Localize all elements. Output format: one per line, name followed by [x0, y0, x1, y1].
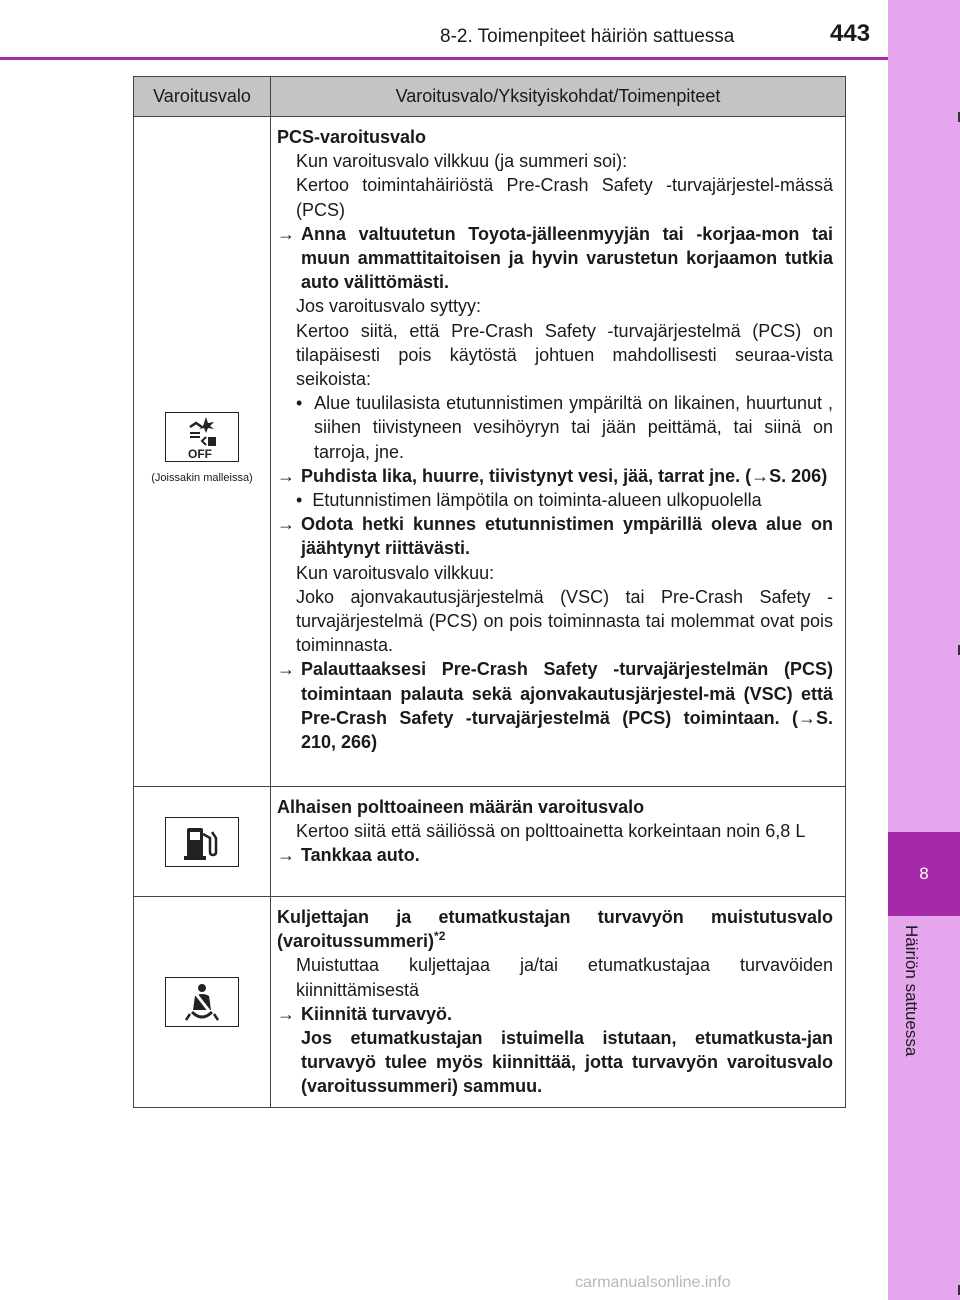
paragraph: Joko ajonvakautusjärjestelmä (VSC) tai Pre-Crash Safety -turvajärjestelmä (PCS) on pois toiminnasta tai molemmat ovat pois toiminnasta. [296, 586, 833, 656]
icon-cell [134, 787, 271, 897]
table-header-row [134, 77, 846, 117]
paragraph: Kertoo siitä, että Pre-Crash Safety -turvajärjestelmä (PCS) on tilapäisesti pois käytöstä johtuen mahdollisesti seuraa-vista seikoista: [296, 320, 833, 390]
arrow-icon: → [277, 223, 295, 244]
bullet-item: • Alue tuulilasista etutunnistimen ympäriltä on likainen, huurtunut , siihen tiivistyneen vesihöyryn tai jään peittämä, tai siinä on tarroja, jne. [296, 393, 833, 462]
chapter-label: Häiriön sattuessa [902, 925, 921, 1057]
seatbelt-icon [165, 977, 239, 1027]
action-item: → Tankkaa auto. [277, 843, 833, 867]
watermark: carmanualsonline.info [575, 1274, 731, 1291]
chapter-number-tab: 8 [888, 832, 960, 916]
pcs-off-icon [165, 412, 239, 462]
chapter-side-strip [888, 0, 960, 1300]
table-row [134, 787, 846, 897]
svg-text:OFF: OFF [188, 447, 212, 462]
section-title: 8-2. Toimenpiteet häiriön sattuessa [440, 26, 735, 47]
paragraph: Kertoo siitä että säiliössä on polttoainetta korkeintaan noin 6,8 L [296, 821, 806, 842]
bullet-item: • Etutunnistimen lämpötila on toiminta-alueen ulkopuolella [296, 490, 762, 511]
arrow-icon: → [277, 465, 295, 486]
icon-cell [134, 117, 271, 787]
arrow-icon: → [277, 1003, 295, 1024]
paragraph: Jos etumatkustajan istuimella istutaan, etumatkusta-jan turvavyö tulee myös kiinnittää, jotta turvavyön varoitusvalo (varoitussummeri) sammuu. [301, 1028, 833, 1097]
action-item: → Odota hetki kunnes etutunnistimen ympärillä oleva alue on jäähtynyt riittävästi. [277, 514, 833, 559]
action-item: → Palauttaaksesi Pre-Crash Safety -turvajärjestelmän (PCS) toimintaan palauta sekä ajonvakautusjärjestel-mä (VSC) että Pre-Crash Safety -turvajärjestelmä (PCS) toimintaan. (→S. 210, 266) [277, 659, 833, 753]
warning-title: PCS-varoitusvalo [277, 127, 427, 147]
warning-title: Kuljettajan ja etumatkustajan turvavyön muistutusvalo (varoitussummeri)$^{*2}$ [277, 907, 833, 952]
action-item: → Puhdista lika, huurre, tiivistynyt vesi, jää, tarrat jne. (→S. 206) [277, 464, 833, 488]
warning-title: Alhaisen polttoaineen määrän varoitusvalo [277, 797, 645, 817]
page-number: 443 [830, 20, 871, 47]
header-rule [0, 57, 888, 60]
paragraph: Kertoo toimintahäiriöstä Pre-Crash Safety -turvajärjestel-mässä (PCS) [296, 175, 833, 220]
arrow-icon: → [751, 465, 770, 486]
details-cell [271, 787, 846, 897]
action-item: → Anna valtuutetun Toyota-jälleenmyyjän tai -korjaa-mon tai muun ammattitaitoisen ja hyvin varustetun korjaamon tutkia auto välittömästi. [277, 223, 833, 293]
details-cell [271, 117, 846, 787]
page-reference: S. 210, 266) [301, 707, 833, 753]
arrow-icon: → [797, 707, 816, 728]
arrow-icon: → [277, 659, 295, 680]
icon-caption: (Joissakin malleissa) [151, 472, 253, 485]
arrow-icon: → [277, 845, 295, 866]
details-cell [271, 897, 846, 1108]
table-row [134, 897, 846, 1108]
footnote-marker: *2 [434, 929, 446, 944]
column-header-details: Varoitusvalo/Yksityiskohdat/Toimenpiteet [271, 77, 846, 117]
page-reference: S. 206) [769, 465, 828, 486]
fuel-pump-icon [165, 817, 239, 867]
arrow-icon: → [277, 514, 295, 535]
column-header-warning-light: Varoitusvalo [134, 77, 271, 117]
icon-cell [134, 897, 271, 1108]
table-row [134, 117, 846, 787]
paragraph: Muistuttaa kuljettajaa ja/tai etumatkustajaa turvavöiden kiinnittämisestä [296, 955, 833, 1000]
action-item: → Kiinnitä turvavyö. [277, 1002, 833, 1026]
paragraph: Kun varoitusvalo vilkkuu (ja summeri soi): [296, 151, 628, 172]
paragraph: Jos varoitusvalo syttyy: [296, 296, 482, 317]
paragraph: Kun varoitusvalo vilkkuu: [296, 562, 495, 583]
warning-lights-table [133, 76, 846, 1108]
